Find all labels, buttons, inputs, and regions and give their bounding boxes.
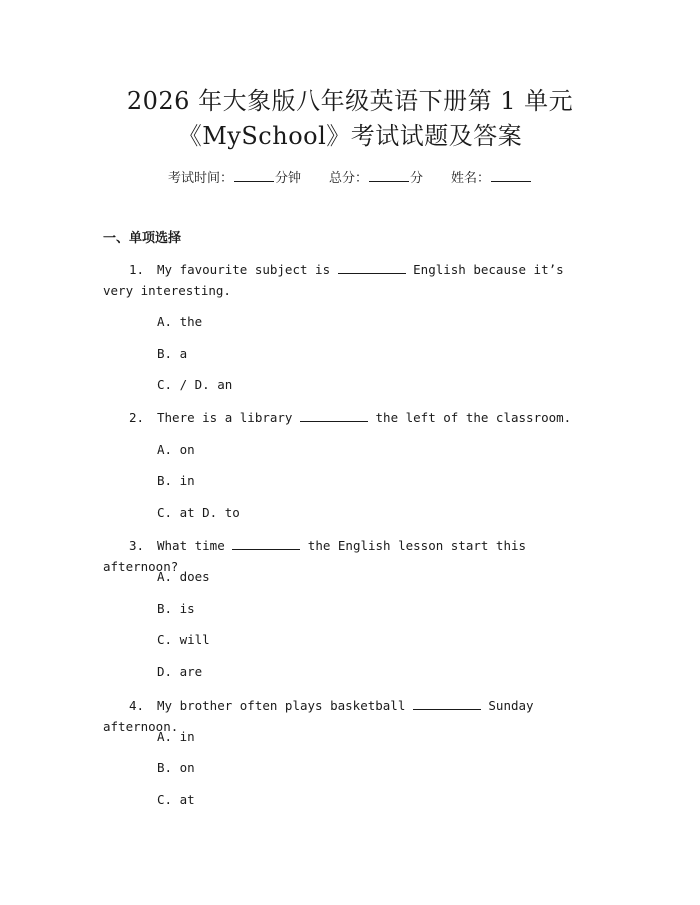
question-4-option-b: B. on: [157, 760, 195, 775]
question-2-option-b: B. in: [157, 473, 195, 488]
question-2-stem: [103, 407, 583, 428]
question-3-option-a: A. does: [157, 569, 210, 584]
student-name-blank: [491, 168, 531, 182]
question-text-before: There is a library: [157, 410, 300, 425]
question-1-option-a: A. the: [157, 314, 203, 329]
question-3-option-d: D. are: [157, 664, 203, 679]
question-1-stem: [103, 259, 583, 301]
total-score-field: [329, 168, 423, 188]
question-text-after: Sunday afternoon.: [103, 698, 542, 734]
page-title-line-1: 2026 年大象版八年级英语下册第 1 单元: [126, 87, 574, 115]
question-number: 4.: [129, 698, 145, 713]
total-score-unit: 分: [410, 171, 424, 186]
answer-blank: [232, 537, 300, 550]
question-text-before: What time: [157, 538, 233, 553]
total-score-blank: [369, 168, 409, 182]
question-number: 2.: [129, 410, 145, 425]
answer-blank: [413, 697, 481, 710]
question-4-option-a: A. in: [157, 729, 195, 744]
question-2-option-c-d: C. at D. to: [157, 505, 240, 520]
section-heading: 一、单项选择: [103, 231, 182, 246]
question-number: 1.: [129, 262, 145, 277]
page-title-line-2: 《MySchool》考试试题及答案: [177, 122, 523, 150]
question-3-option-c: C. will: [157, 632, 210, 647]
question-text-after: the left of the classroom.: [368, 410, 572, 425]
question-1-option-b: B. a: [157, 346, 188, 361]
question-text-before: My brother often plays basketball: [157, 698, 413, 713]
answer-blank: [338, 261, 406, 274]
exam-time-blank: [234, 168, 274, 182]
question-1-option-c-d: C. / D. an: [157, 377, 233, 392]
question-number: 3.: [129, 538, 145, 553]
answer-blank: [300, 409, 368, 422]
question-3-option-b: B. is: [157, 601, 195, 616]
student-name-label: 姓名：: [451, 171, 491, 186]
question-text-after: English because it’s very interesting.: [103, 262, 572, 298]
exam-time-unit: 分钟: [274, 171, 301, 186]
exam-info-bar: [0, 168, 700, 188]
exam-time-label: 考试时间：: [167, 171, 233, 186]
question-text-before: My favourite subject is: [157, 262, 338, 277]
student-name-field: [451, 168, 532, 188]
question-text-after: the English lesson start this afternoon?: [103, 538, 534, 574]
question-2-option-a: A. on: [157, 442, 195, 457]
question-4-option-c: C. at: [157, 792, 195, 807]
total-score-label: 总分：: [328, 171, 368, 186]
exam-time-field: [168, 168, 301, 188]
